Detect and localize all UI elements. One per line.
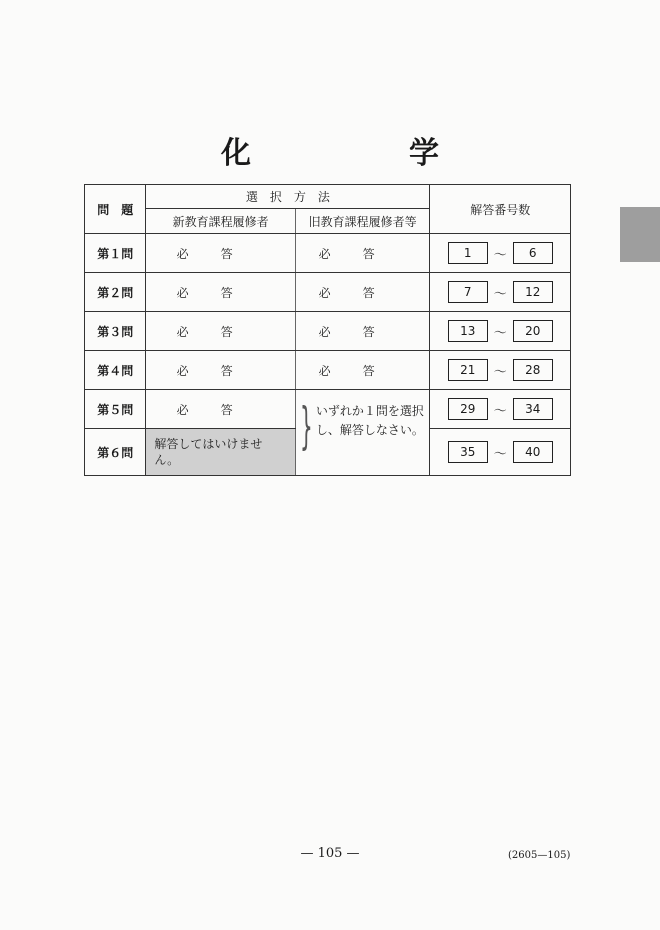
answer-from: 21 [448, 359, 488, 381]
header-method: 選 択 方 法 [146, 185, 430, 209]
question-label: 第３問 [85, 312, 146, 351]
header-new: 新教育課程履修者 [146, 209, 296, 234]
page-number: — 105 — [300, 846, 360, 861]
new-requirement: 必答 [176, 285, 265, 300]
question-label: 第１問 [85, 234, 146, 273]
answer-to: 34 [513, 398, 553, 420]
document-code: (2605—105) [508, 850, 571, 861]
table-row [85, 390, 571, 429]
table-row [85, 312, 571, 351]
answer-to: 28 [513, 359, 553, 381]
brace-bracket: } [299, 397, 313, 455]
old-requirement: 必答 [318, 246, 407, 261]
new-requirement: 必答 [176, 324, 265, 339]
header-question: 問 題 [85, 185, 146, 234]
header-answer: 解答番号数 [430, 185, 571, 234]
side-index-tab [620, 207, 660, 262]
answer-from: 29 [448, 398, 488, 420]
elective-instruction: いずれか１問を選択し、解答しなさい。 [315, 404, 424, 437]
selection-table [84, 184, 571, 476]
range-tilde: ～ [493, 286, 507, 302]
answer-to: 12 [513, 281, 553, 303]
question-label: 第６問 [85, 429, 146, 476]
elective-cell [295, 390, 430, 476]
answer-to: 20 [513, 320, 553, 342]
range-tilde: ～ [493, 325, 507, 341]
answer-to: 6 [513, 242, 553, 264]
new-requirement: 必答 [176, 402, 265, 417]
header-old: 旧教育課程履修者等 [295, 209, 430, 234]
new-prohibited: 解答してはいけません。 [146, 429, 296, 476]
range-tilde: ～ [493, 247, 507, 263]
range-tilde: ～ [493, 364, 507, 380]
table-row [85, 273, 571, 312]
old-requirement: 必答 [318, 285, 407, 300]
table-row [85, 351, 571, 390]
page-title: 化 学 [221, 136, 503, 171]
answer-from: 35 [448, 441, 488, 463]
new-requirement: 必答 [176, 246, 265, 261]
old-requirement: 必答 [318, 363, 407, 378]
answer-from: 1 [448, 242, 488, 264]
answer-from: 7 [448, 281, 488, 303]
table-row [85, 234, 571, 273]
range-tilde: ～ [493, 446, 507, 462]
question-label: 第２問 [85, 273, 146, 312]
question-label: 第５問 [85, 390, 146, 429]
answer-from: 13 [448, 320, 488, 342]
new-requirement: 必答 [176, 363, 265, 378]
answer-to: 40 [513, 441, 553, 463]
range-tilde: ～ [493, 403, 507, 419]
question-label: 第４問 [85, 351, 146, 390]
old-requirement: 必答 [318, 324, 407, 339]
